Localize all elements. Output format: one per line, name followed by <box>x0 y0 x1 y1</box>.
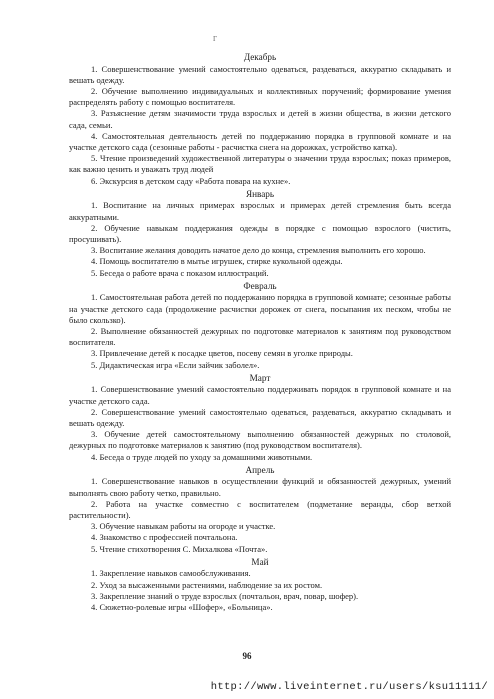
list-item: 1. Совершенствование умений самостоятельно одеваться, раздеваться, аккуратно складывать и вешать одежду. <box>69 63 451 85</box>
list-item: 2. Уход за высаженными растениями, наблюдение за их ростом. <box>91 579 323 590</box>
list-item: 4. Беседа о труде людей по уходу за домашними животными. <box>91 451 313 462</box>
month-heading: Март <box>249 372 271 383</box>
list-item: 4. Самостоятельная деятельность детей по поддержанию порядка в групповой комнате и на участке детского сада (сезонные работы - расчистка снега на дорожках, устройство катка). <box>69 130 451 153</box>
month-heading: Апрель <box>245 464 275 475</box>
top-mark: Г <box>213 35 218 43</box>
list-item: 2. Совершенствование умений самостоятельно одеваться, раздеваться, аккуратно складывать и вешать одежду. <box>69 406 451 429</box>
list-item: 5. Чтение произведений художественной литературы о значении труда взрослых; показ примеров, как важно ценить и уважать труд людей <box>69 153 451 175</box>
list-item: 4. Помощь воспитателю в мытье игрушек, стирке кукольной одежды. <box>91 256 343 267</box>
list-item: 3. Привлечение детей к посадке цветов, посеву семян в уголке природы. <box>91 348 353 359</box>
list-item: 5. Беседа о работе врача с показом иллюстраций. <box>91 267 269 278</box>
list-item: 5. Дидактическая игра «Если зайчик заболел». <box>91 359 260 370</box>
list-item: 3. Закрепление знаний о труде взрослых (почтальон, врач, повар, шофер). <box>91 590 359 601</box>
list-item: 5. Чтение стихотворения С. Михалкова «Почта». <box>91 543 268 554</box>
list-item: 1. Самостоятельная работа детей по поддержанию порядка в групповой комнате; сезонные работы на участке детского сада (продолжение расчистки дорожек от снега, посыпания их песком, чтобы не было скользко). <box>69 292 451 325</box>
document-body <box>69 50 451 613</box>
list-item: 6. Экскурсия в детском саду «Работа повара на кухне». <box>91 175 291 186</box>
month-heading: Май <box>251 556 269 567</box>
list-item: 2. Обучение навыкам поддержания одежды в порядке с помощью взрослого (чистить, просушивать). <box>69 222 451 245</box>
list-item: 1. Закрепление навыков самообслуживания. <box>91 568 251 579</box>
list-item: 3. Обучение детей самостоятельному выполнению обязанностей дежурных по столовой, дежурных по подготовке материалов к занятию (под руководством воспитателя). <box>69 429 451 451</box>
month-heading: Январь <box>245 188 275 199</box>
list-item: 1. Совершенствование умений самостоятельно поддерживать порядок в групповой комнате и на участке детского сада. <box>69 384 451 406</box>
list-item: 1. Воспитание на личных примерах взрослых и примерах детей стремления быть всегда аккуратными. <box>69 200 451 222</box>
watermark-url: http://www.liveinternet.ru/users/ksu11111/ <box>210 681 488 693</box>
list-item: 3. Обучение навыкам работы на огороде и участке. <box>91 521 276 532</box>
list-item: 4. Сюжетно-ролевые игры «Шофер», «Больница». <box>91 602 273 613</box>
list-item: 4. Знакомство с профессией почтальона. <box>91 532 238 543</box>
month-heading: Декабрь <box>243 52 277 62</box>
list-item: 3. Разъяснение детям значимости труда взрослых и детей в жизни общества, в жизни детского сада, семьи. <box>69 108 451 130</box>
list-item: 3. Воспитание желания доводить начатое дело до конца, стремления выполнить его хорошо. <box>91 245 426 256</box>
list-item: 2. Работа на участке совместно с воспитателем (подметание веранды, сбор ветхой растительности). <box>69 498 451 521</box>
page-number: 96 <box>242 651 252 661</box>
list-item: 2. Обучение выполнению индивидуальных и коллективных поручений; формирование умения распределять работу с помощью воспитателя. <box>69 86 451 108</box>
list-item: 1. Совершенствование навыков в осуществлении функций и обязанностей дежурных, умений выполнять свою работу четко, правильно. <box>69 476 451 498</box>
month-heading: Февраль <box>243 280 277 291</box>
list-item: 2. Выполнение обязанностей дежурных по подготовке материалов к занятиям под руководством воспитателя. <box>69 326 451 348</box>
